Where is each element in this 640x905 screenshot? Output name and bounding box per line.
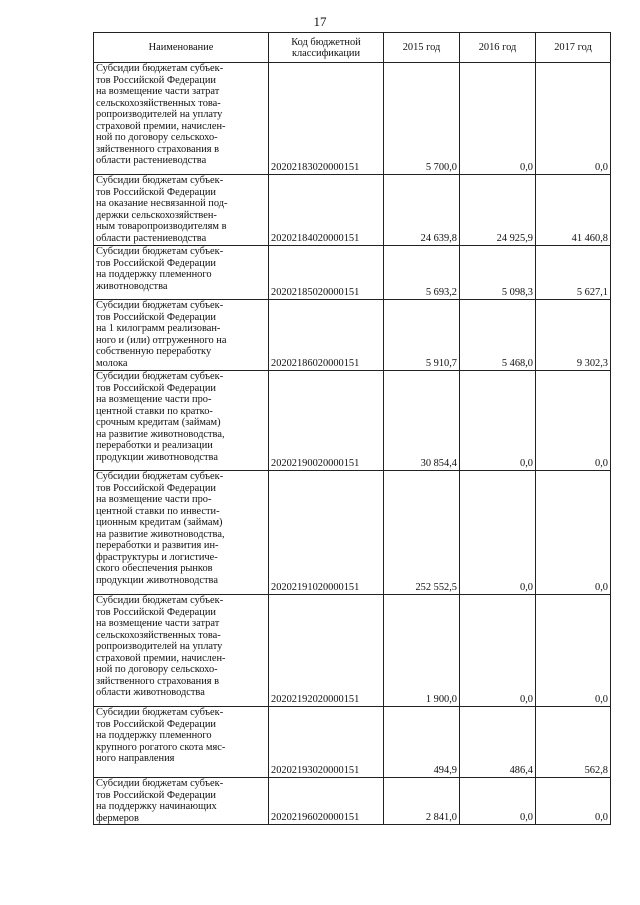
row-value-2015: 5 700,0 xyxy=(384,63,460,175)
row-value-2016: 486,4 xyxy=(460,707,536,778)
row-name-line: ционным кредитам (займам) xyxy=(96,517,223,528)
row-value-2015: 24 639,8 xyxy=(384,175,460,246)
row-name-line: сельскохозяйственных това- xyxy=(96,97,221,109)
row-name-line: зяйственного страхования в xyxy=(96,675,220,687)
row-name-line: держки сельскохозяйствен- xyxy=(96,209,217,221)
row-name-line: молока xyxy=(96,357,128,369)
row-name xyxy=(94,371,269,471)
row-name-line: переработки и развития ин- xyxy=(96,540,219,551)
row-name-line: продукции животноводства xyxy=(96,451,218,463)
row-name-line: фермеров xyxy=(96,812,139,824)
row-value-2016: 24 925,9 xyxy=(460,175,536,246)
row-name-line: на возмещение части затрат xyxy=(96,618,220,629)
row-value-2016: 5 098,3 xyxy=(460,246,536,300)
row-value-2017: 0,0 xyxy=(536,595,611,707)
row-name-line: Субсидии бюджетам субъек- xyxy=(96,300,224,311)
row-code: 20202190020000151 xyxy=(269,371,384,471)
row-name-line: страховой премии, начислен- xyxy=(96,120,226,132)
row-name-line: ным товаропроизводителям в xyxy=(96,221,227,232)
header-2015: 2015 год xyxy=(384,33,460,63)
row-name-line: области растениеводства xyxy=(96,155,207,166)
row-name-line: на возмещение части затрат xyxy=(96,86,220,97)
row-name-line: ного и (или) отгруженного на xyxy=(96,334,227,346)
row-name-line: тов Российской Федерации xyxy=(96,311,216,323)
row-value-2016: 0,0 xyxy=(460,778,536,825)
row-name-line: переработки и реализации xyxy=(96,440,213,451)
row-name xyxy=(94,175,269,246)
row-name-line: фраструктуры и логистиче- xyxy=(96,551,218,563)
row-name-line: Субсидии бюджетам субъек- xyxy=(96,471,224,482)
row-name-line: ского обеспечения рынков xyxy=(96,563,213,574)
row-value-2015: 5 910,7 xyxy=(384,300,460,371)
table-row xyxy=(94,371,611,471)
header-code-line1: Код бюджетной xyxy=(291,36,361,48)
row-name-line: крупного рогатого скота мяс- xyxy=(96,741,226,753)
row-name-line: сельскохозяйственных това- xyxy=(96,629,221,641)
row-name-line: Субсидии бюджетам субъек- xyxy=(96,595,224,606)
row-name-line: центной ставки по инвести- xyxy=(96,505,220,517)
row-code: 20202185020000151 xyxy=(269,246,384,300)
table-row xyxy=(94,175,611,246)
row-name-line: Субсидии бюджетам субъек- xyxy=(96,246,224,257)
table-row xyxy=(94,778,611,825)
row-name-line: животноводства xyxy=(96,280,168,292)
table-header-row xyxy=(94,33,611,63)
header-code-line2: классификации xyxy=(291,47,361,59)
row-name-line: ропроизводителей на уплату xyxy=(96,641,223,652)
row-name-line: на развитие животноводства, xyxy=(96,528,225,540)
row-name-line: на возмещение части про- xyxy=(96,394,212,405)
row-name-line: зяйственного страхования в xyxy=(96,143,220,155)
row-name-line: тов Российской Федерации xyxy=(96,482,216,494)
row-value-2017: 9 302,3 xyxy=(536,300,611,371)
row-value-2016: 0,0 xyxy=(460,371,536,471)
row-name-line: центной ставки по кратко- xyxy=(96,405,213,417)
row-name-line: ного направления xyxy=(96,753,175,764)
header-name: Наименование xyxy=(94,33,269,63)
table-row xyxy=(94,707,611,778)
row-name-line: ной по договору сельскохо- xyxy=(96,664,218,675)
row-value-2017: 41 460,8 xyxy=(536,175,611,246)
row-name-line: на поддержку племенного xyxy=(96,269,212,280)
page-number: 17 xyxy=(313,14,327,29)
row-code: 20202191020000151 xyxy=(269,471,384,595)
row-value-2016: 0,0 xyxy=(460,595,536,707)
row-name-line: тов Российской Федерации xyxy=(96,74,216,86)
header-2017: 2017 год xyxy=(536,33,611,63)
table-row xyxy=(94,246,611,300)
row-value-2015: 2 841,0 xyxy=(384,778,460,825)
budget-table xyxy=(93,32,611,825)
row-name xyxy=(94,471,269,595)
row-code: 20202192020000151 xyxy=(269,595,384,707)
row-name xyxy=(94,707,269,778)
row-name-line: Субсидии бюджетам субъек- xyxy=(96,707,224,718)
row-name xyxy=(94,778,269,825)
row-value-2015: 5 693,2 xyxy=(384,246,460,300)
row-value-2016: 0,0 xyxy=(460,63,536,175)
row-name-line: тов Российской Федерации xyxy=(96,186,216,198)
row-name-line: на 1 килограмм реализован- xyxy=(96,323,221,334)
row-name-line: срочным кредитам (займам) xyxy=(96,417,221,428)
table-row xyxy=(94,300,611,371)
row-name-line: тов Российской Федерации xyxy=(96,789,216,801)
row-value-2016: 5 468,0 xyxy=(460,300,536,371)
row-name-line: тов Российской Федерации xyxy=(96,718,216,730)
row-value-2015: 494,9 xyxy=(384,707,460,778)
row-name-line: страховой премии, начислен- xyxy=(96,652,226,664)
row-value-2015: 30 854,4 xyxy=(384,371,460,471)
row-name-line: Субсидии бюджетам субъек- xyxy=(96,63,224,74)
row-name-line: на развитие животноводства, xyxy=(96,428,225,440)
row-code: 20202186020000151 xyxy=(269,300,384,371)
row-name-line: области растениеводства xyxy=(96,232,207,244)
row-value-2017: 0,0 xyxy=(536,778,611,825)
row-name-line: тов Российской Федерации xyxy=(96,606,216,618)
table-row xyxy=(94,595,611,707)
row-name xyxy=(94,300,269,371)
row-value-2015: 1 900,0 xyxy=(384,595,460,707)
table-row xyxy=(94,471,611,595)
row-code: 20202193020000151 xyxy=(269,707,384,778)
row-value-2017: 0,0 xyxy=(536,471,611,595)
row-name xyxy=(94,63,269,175)
row-name-line: продукции животноводства xyxy=(96,574,218,586)
table-row xyxy=(94,63,611,175)
row-code: 20202196020000151 xyxy=(269,778,384,825)
row-name-line: на оказание несвязанной под- xyxy=(96,198,228,209)
row-value-2017: 562,8 xyxy=(536,707,611,778)
row-code: 20202184020000151 xyxy=(269,175,384,246)
row-name-line: ропроизводителей на уплату xyxy=(96,109,223,120)
row-name xyxy=(94,595,269,707)
header-code xyxy=(269,33,384,63)
row-value-2015: 252 552,5 xyxy=(384,471,460,595)
row-name-line: собственную переработку xyxy=(96,346,212,357)
row-name-line: на возмещение части про- xyxy=(96,494,212,505)
row-name-line: Субсидии бюджетам субъек- xyxy=(96,175,224,186)
header-2016: 2016 год xyxy=(460,33,536,63)
row-code: 20202183020000151 xyxy=(269,63,384,175)
row-name-line: на поддержку начинающих xyxy=(96,801,217,812)
row-name-line: на поддержку племенного xyxy=(96,730,212,741)
row-name-line: тов Российской Федерации xyxy=(96,382,216,394)
row-value-2016: 0,0 xyxy=(460,471,536,595)
row-name xyxy=(94,246,269,300)
row-name-line: Субсидии бюджетам субъек- xyxy=(96,778,224,789)
row-value-2017: 5 627,1 xyxy=(536,246,611,300)
row-name-line: области животноводства xyxy=(96,687,205,698)
row-name-line: Субсидии бюджетам субъек- xyxy=(96,371,224,382)
row-value-2017: 0,0 xyxy=(536,371,611,471)
row-name-line: ной по договору сельскохо- xyxy=(96,132,218,143)
row-name-line: тов Российской Федерации xyxy=(96,257,216,269)
row-value-2017: 0,0 xyxy=(536,63,611,175)
